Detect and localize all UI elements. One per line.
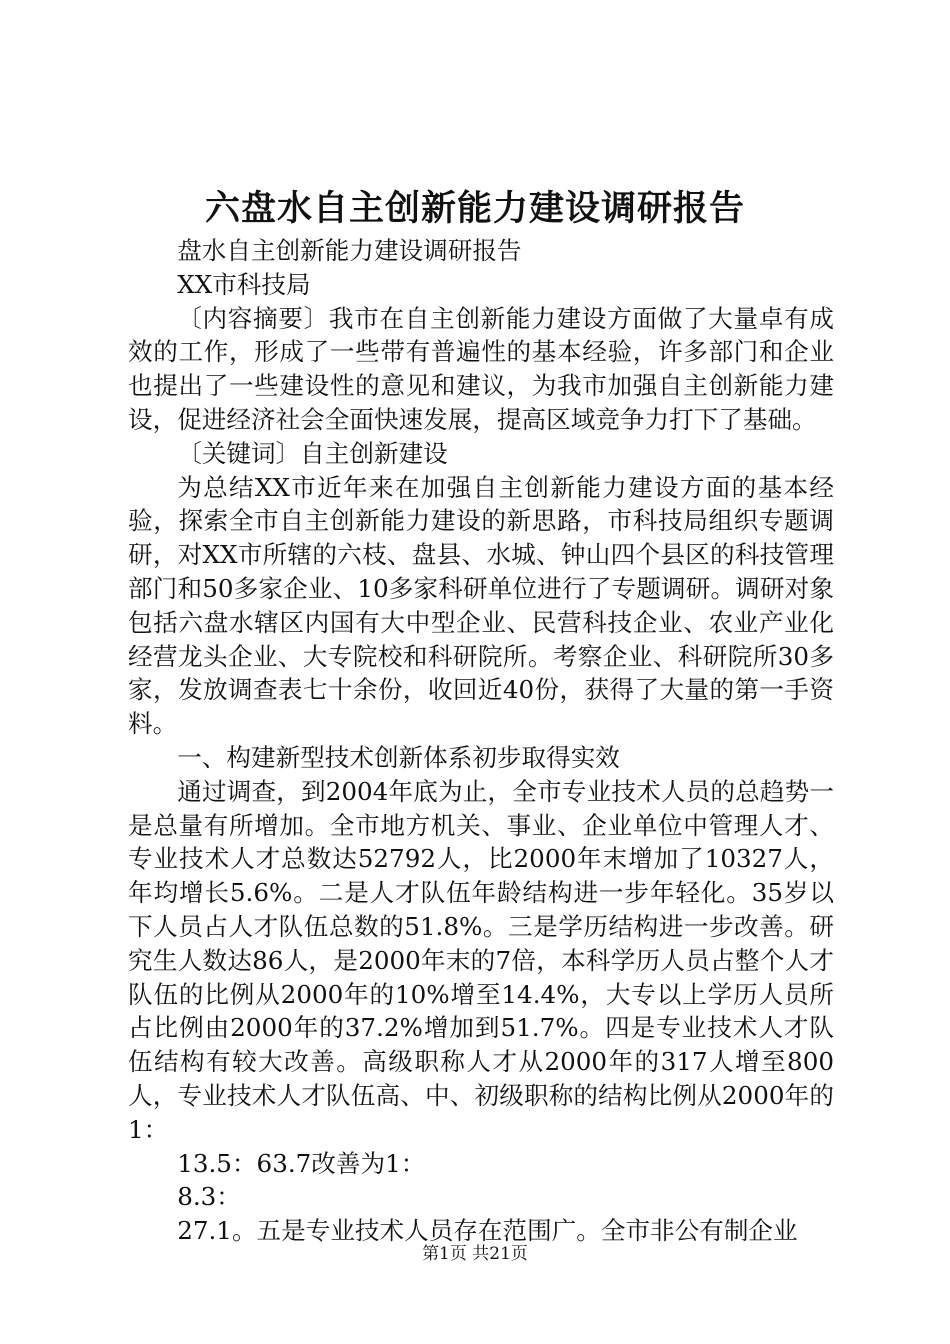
document-body bbox=[128, 234, 834, 1248]
author-paragraph: XX市科技局 bbox=[177, 269, 311, 299]
keywords-paragraph: 〔关键词〕自主创新建设 bbox=[177, 438, 448, 468]
body-paragraph: 13.5：63.7改善为1： bbox=[177, 1148, 426, 1178]
document-title: 六盘水自主创新能力建设调研报告 bbox=[204, 188, 745, 229]
page-footer: 第1页 共21页 bbox=[422, 1244, 528, 1264]
body-paragraph: 27.1。五是专业技术人员存在范围广。全市非公有制企业 bbox=[177, 1216, 798, 1246]
body-paragraph: 8.3： bbox=[177, 1182, 241, 1212]
section-heading: 一、构建新型技术创新体系初步取得实效 bbox=[177, 742, 620, 772]
intro-paragraph: 为总结XX市近年来在加强自主创新能力建设方面的基本经验，探索全市自主创新能力建设的新思路，市科技局组织专题调研，对XX市所辖的六枝、盘县、水城、钟山四个县区的科技管理部门和50多家企业、10多家科研单位进行了专题调研。调研对象包括六盘水辖区内国有大中型企业、民营科技企业、农业产业化经营龙头企业、大专院校和科研院所。考察企业、科研院所30多家，发放调查表七十余份，收回近40份，获得了大量的第一手资料。 bbox=[128, 472, 834, 739]
abstract-paragraph: 〔内容摘要〕我市在自主创新能力建设方面做了大量卓有成效的工作，形成了一些带有普遍性的基本经验，许多部门和企业也提出了一些建设性的意见和建议，为我市加强自主创新能力建设，促进经济社会全面快速发展，提高区域竞争力打下了基础。 bbox=[128, 303, 834, 434]
body-paragraph: 通过调查，到2004年底为止，全市专业技术人员的总趋势一是总量有所增加。全市地方机关、事业、企业单位中管理人才、专业技术人才总数达52792人，比2000年末增加了10327人，年均增长5.6%。二是人才队伍年龄结构进一步年轻化。35岁以下人员占人才队伍总数的51.8%。三是学历结构进一步改善。研究生人数达86人，是2000年末的7倍，本科学历人员占整个人才队伍的比例从2000年的10%增至14.4%，大专以上学历人员所占比例由2000年的37.2%增加到51.7%。四是专业技术人才队伍结构有较大改善。高级职称人才从2000年的317人增至800人，专业技术人才队伍高、中、初级职称的结构比例从2000年的1： bbox=[128, 776, 834, 1144]
subtitle-paragraph: 盘水自主创新能力建设调研报告 bbox=[177, 236, 522, 265]
